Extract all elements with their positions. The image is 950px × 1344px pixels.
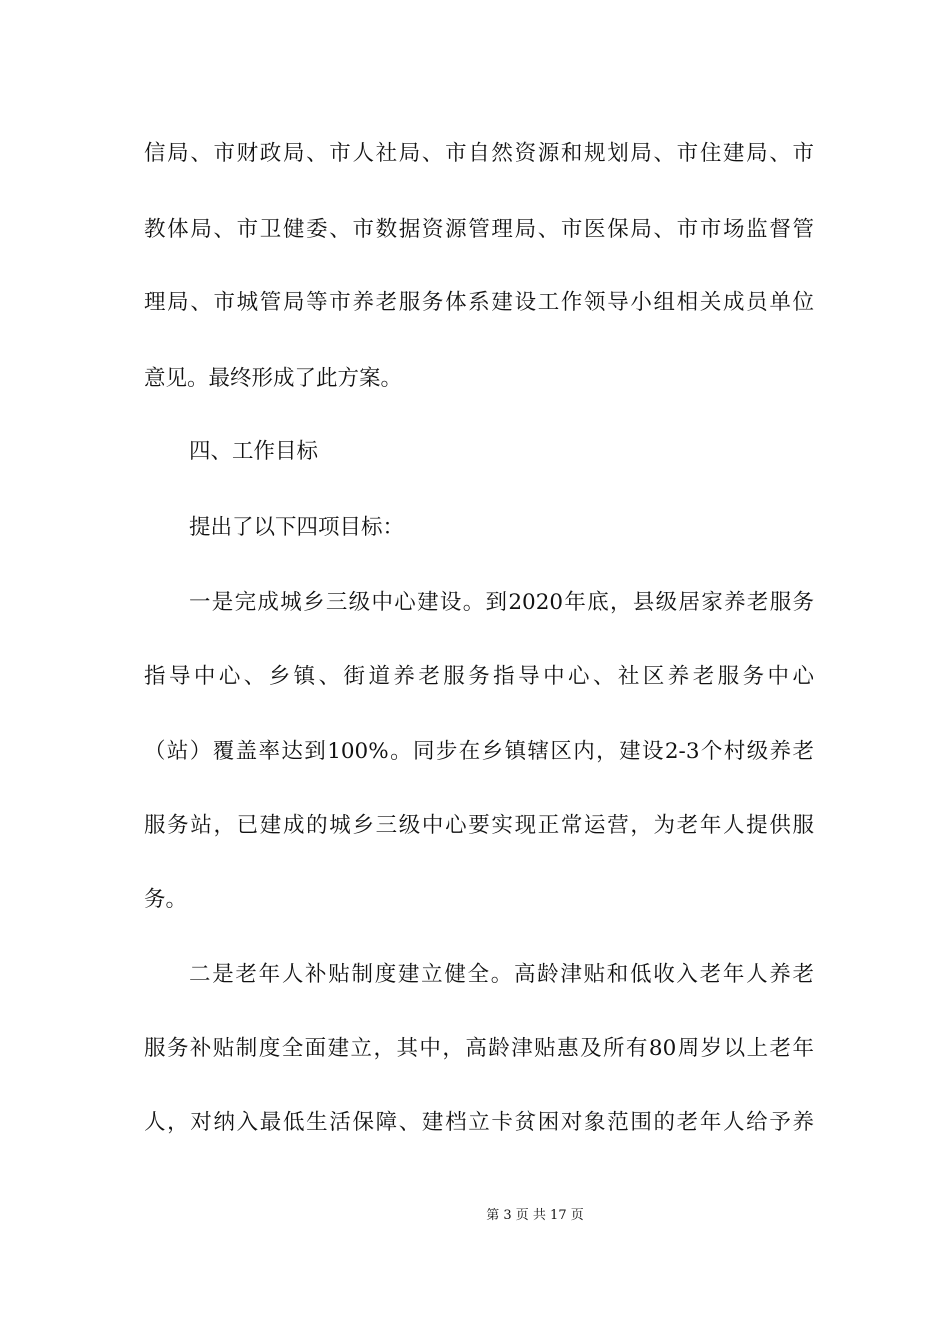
text-line-3: 理局、市城管局等市养老服务体系建设工作领导小组相关成员单位 <box>144 290 814 315</box>
page-number-footer: 第 3 页 共 17 页 <box>486 1208 584 1223</box>
text-line-12: 二是老年人补贴制度建立健全。高龄津贴和低收入老年人养老 <box>189 962 814 987</box>
text-line-10: 服务站，已建成的城乡三级中心要实现正常运营，为老年人提供服 <box>144 813 814 838</box>
text-line-2: 教体局、市卫健委、市数据资源管理局、市医保局、市市场监督管 <box>144 217 814 242</box>
text-line-4: 意见。最终形成了此方案。 <box>144 366 403 391</box>
text-line-8: 指导中心、乡镇、街道养老服务指导中心、社区养老服务中心 <box>144 664 814 689</box>
section-heading: 四、工作目标 <box>189 439 319 464</box>
text-line-6: 提出了以下四项目标： <box>189 515 405 540</box>
text-line-1: 信局、市财政局、市人社局、市自然资源和规划局、市住建局、市 <box>144 141 814 166</box>
text-line-7: 一是完成城乡三级中心建设。到2020年底，县级居家养老服务 <box>189 590 814 615</box>
text-line-9: （站）覆盖率达到100%。同步在乡镇辖区内，建设2-3个村级养老 <box>144 739 814 764</box>
text-line-14: 人，对纳入最低生活保障、建档立卡贫困对象范围的老年人给予养 <box>144 1110 814 1135</box>
text-line-11: 务。 <box>144 887 188 912</box>
text-line-13: 服务补贴制度全面建立，其中，高龄津贴惠及所有80周岁以上老年 <box>144 1036 814 1061</box>
